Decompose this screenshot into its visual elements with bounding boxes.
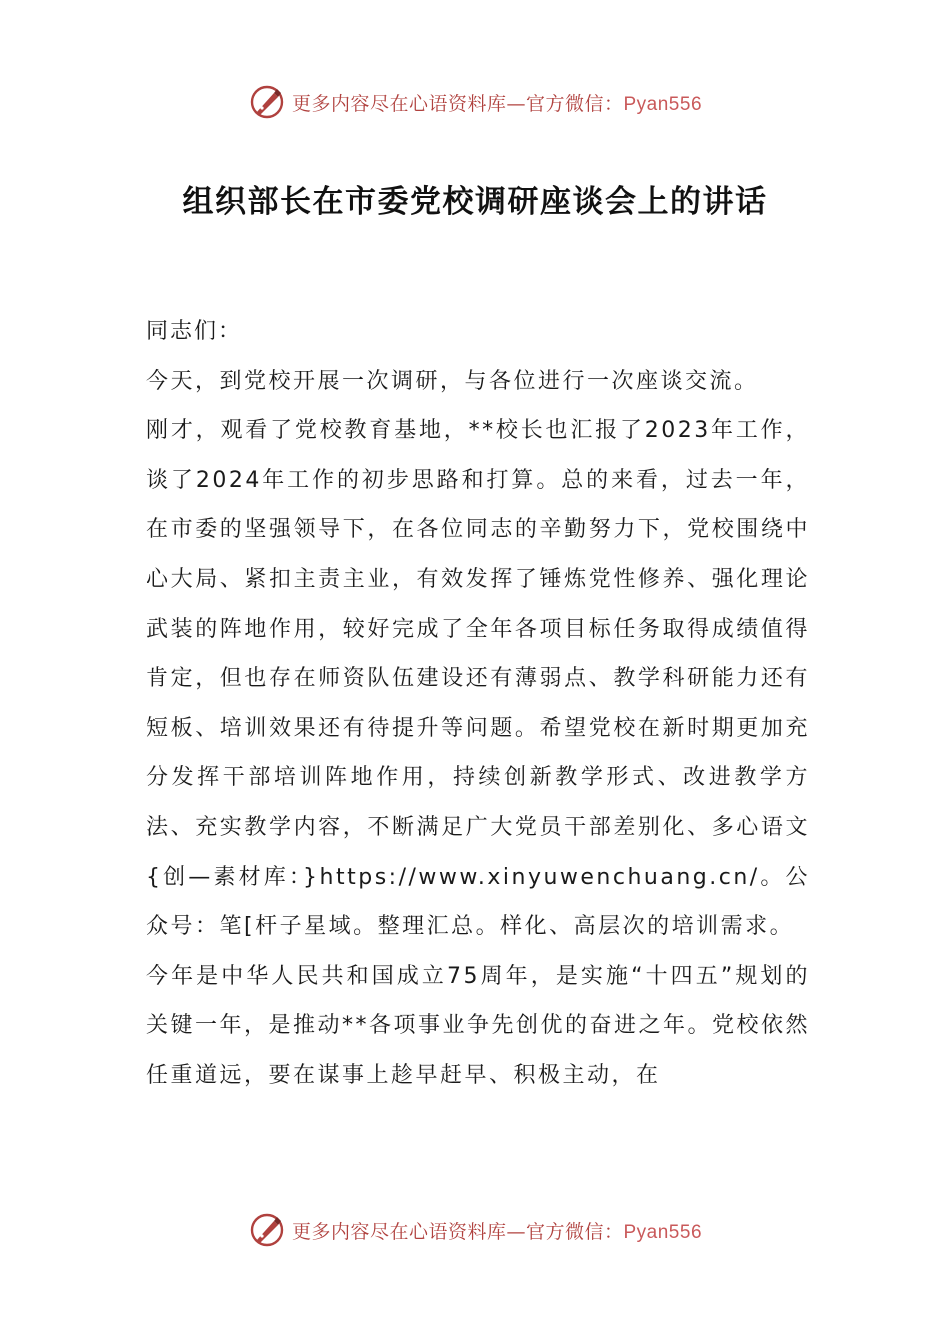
banner-wechat-id: Pyan556	[623, 93, 703, 115]
banner-separator: —	[506, 92, 526, 115]
banner-separator: —	[506, 1220, 526, 1243]
pen-nib-logo-icon	[248, 83, 286, 121]
salutation: 同志们：	[146, 319, 243, 344]
document-body	[146, 307, 810, 1101]
banner-wechat-label: 官方微信：	[525, 92, 624, 115]
footer-banner	[0, 1208, 950, 1252]
banner-main-text: 更多内容尽在心语资料库	[291, 92, 507, 115]
paragraph-1: 今天，到党校开展一次调研，与各位进行一次座谈交流。	[146, 368, 759, 394]
banner-text	[292, 89, 702, 116]
header-banner	[0, 80, 950, 124]
pen-nib-logo-icon	[248, 1211, 286, 1249]
banner-wechat-label: 官方微信：	[525, 1220, 624, 1243]
banner-text	[292, 1217, 702, 1244]
banner-main-text: 更多内容尽在心语资料库	[291, 1220, 507, 1243]
paragraph-2: 刚才，观看了党校教育基地，**校长也汇报了2023年工作，谈了2024年工作的初步思路和打算。总的来看，过去一年，在市委的坚强领导下，在各位同志的辛勤努力下，党校围绕中心大局、紧扣主责主业，有效发挥了锤炼党性修养、强化理论武装的阵地作用，较好完成了全年各项目标任务取得成绩值得肯定，但也存在师资队伍建设还有薄弱点、教学科研能力还有短板、培训效果还有待提升等问题。希望党校在新时期更加充分发挥干部培训阵地作用，持续创新教学形式、改进教学方法、充实教学内容，不断满足广大党员干部差别化、多心语文{创—素材库：}https://www.xinyuwenchuang.cn/。公众号：笔[杆子星域。整理汇总。样化、高层次的培训需求。	[146, 418, 810, 940]
paragraph-3: 今年是中华人民共和国成立75周年，是实施“十四五”规划的关键一年，是推动**各项事业争先创优的奋进之年。党校依然任重道远，要在谋事上趁早赶早、积极主动，在	[146, 963, 811, 1088]
banner-wechat-id: Pyan556	[623, 1221, 703, 1243]
document-title: 组织部长在市委党校调研座谈会上的讲话	[182, 184, 768, 220]
